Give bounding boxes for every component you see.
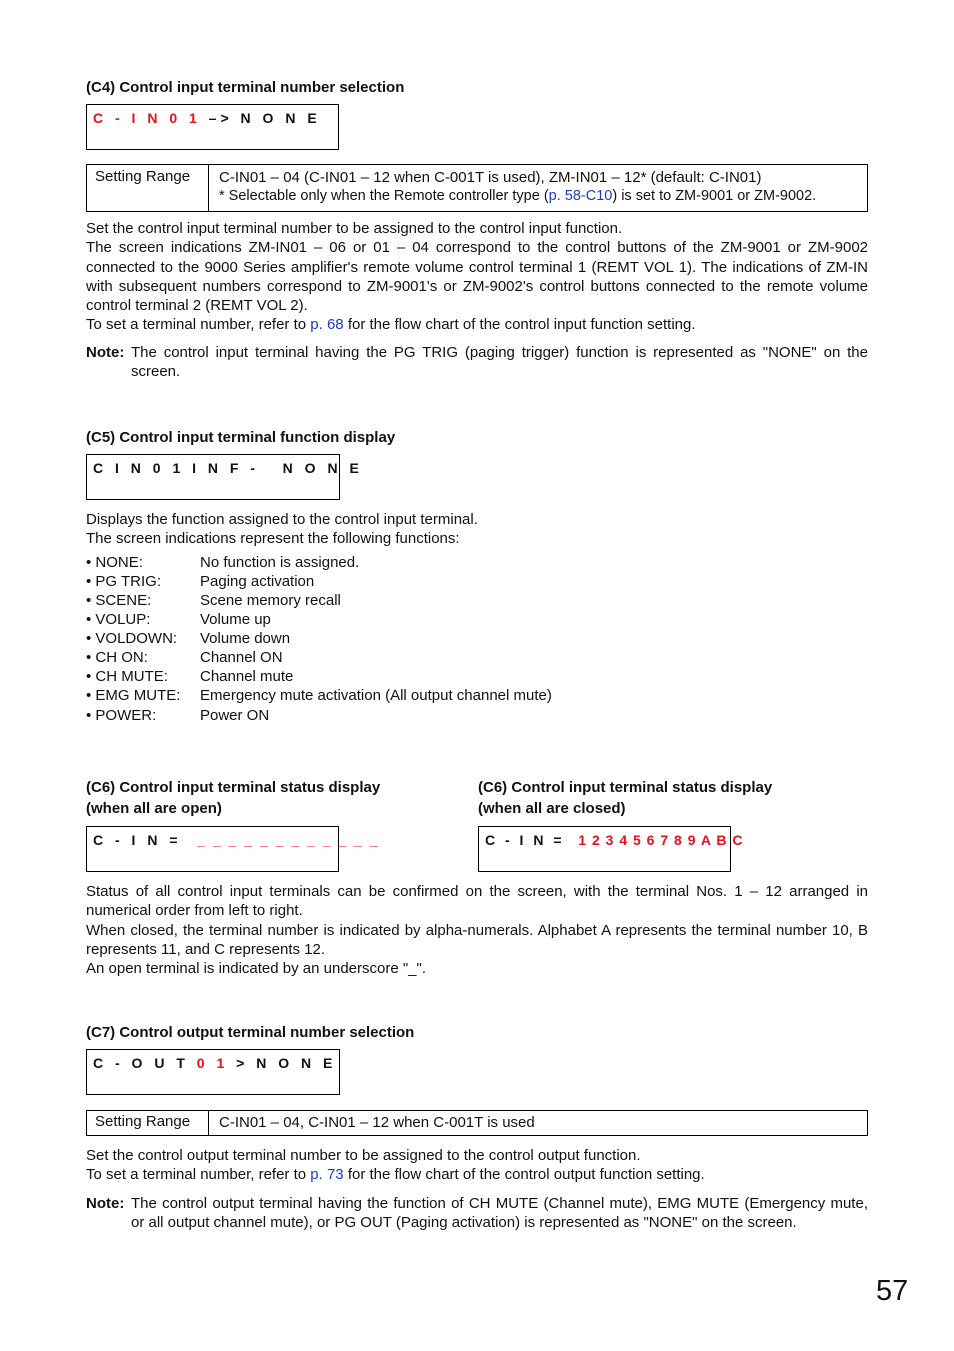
- c4-lcd-value: N O N E: [240, 110, 321, 126]
- c6-para2: When closed, the terminal number is indicated by alpha-numerals. Alphabet A represents the terminal number 10, B represents 11, and C represents 12.: [86, 921, 868, 958]
- c4-flowchart-link[interactable]: p. 68: [310, 316, 344, 334]
- function-desc: No function is assigned.: [200, 554, 360, 571]
- c7-lcd-display: [86, 1049, 340, 1095]
- function-key: • EMG MUTE:: [86, 687, 181, 704]
- function-key: • CH MUTE:: [86, 668, 168, 685]
- c6-closed-lcd-display: [478, 826, 744, 872]
- page-number: 57: [876, 1275, 909, 1307]
- c4-setting-range-table: [86, 164, 868, 212]
- c6-open-lcd-status: _ _ _ _ _ _ _ _ _ _ _ _: [197, 832, 380, 848]
- c4-lcd-terminal: C - I N 0 1: [93, 110, 201, 126]
- c6-para3: An open terminal is indicated by an underscore "_".: [86, 960, 427, 978]
- c7-lcd-value: N O N E: [256, 1055, 337, 1071]
- c4-lcd-text: [93, 110, 321, 126]
- c6-open-lcd-label: C - I N =: [93, 832, 198, 848]
- c4-lcd-display: [86, 104, 339, 150]
- c6-open-heading-line2: (when all are open): [86, 800, 222, 817]
- c4-para3-text: To set a terminal number, refer to: [86, 316, 311, 334]
- c5-heading: (C5) Control input terminal function display: [86, 429, 396, 446]
- function-key: • VOLUP:: [86, 611, 151, 628]
- c6-open-heading-line1: (C6) Control input terminal status display: [86, 779, 381, 796]
- c6-open-lcd-display: [86, 826, 380, 872]
- function-desc: Volume up: [200, 611, 271, 628]
- function-key: • CH ON:: [86, 649, 148, 666]
- c7-note-text: The control output terminal having the function of CH MUTE (Channel mute), EMG MUTE (Emergency mute, or all output channel mute), or PG OUT (Paging activation) is represented as "NONE" on the screen.: [131, 1195, 868, 1232]
- function-desc: Power ON: [200, 707, 270, 724]
- c4-range-line2-text: * Selectable only when the Remote controller type (: [219, 188, 549, 204]
- function-key: • PG TRIG:: [86, 573, 161, 590]
- c6-open-lcd-text: [93, 832, 380, 848]
- c4-note: [86, 343, 868, 382]
- function-key: • NONE:: [86, 554, 143, 571]
- function-desc: Emergency mute activation (All output channel mute): [200, 687, 552, 704]
- c5-lcd-display: [86, 454, 363, 500]
- c5-lcd-text: C I N 0 1 I N F - N O N E: [93, 460, 363, 476]
- c6-closed-lcd-status: 1 2 3 4 5 6 7 8 9 A B C: [578, 832, 744, 848]
- function-key: • VOLDOWN:: [86, 630, 178, 647]
- c7-para2: [86, 1165, 868, 1184]
- c7-note-label: Note:: [86, 1195, 125, 1212]
- c5-para1: Displays the function assigned to the control input terminal.: [86, 511, 478, 528]
- c4-range-line2: [219, 187, 859, 206]
- c6-closed-heading-line2: (when all are closed): [478, 800, 626, 817]
- c7-flowchart-link[interactable]: p. 73: [310, 1166, 344, 1184]
- c6-closed-heading-line1: (C6) Control input terminal status display: [478, 779, 773, 796]
- function-desc: Paging activation: [200, 573, 315, 590]
- function-desc: Scene memory recall: [200, 592, 341, 609]
- c7-para1: Set the control output terminal number to be assigned to the control output function.: [86, 1147, 641, 1164]
- c6-para1: Status of all control input terminals can be confirmed on the screen, with the terminal Nos. 1 – 12 arranged in numerical order from left to right.: [86, 883, 868, 920]
- c4-range-label: Setting Range: [87, 165, 209, 211]
- c4-range-line1: C-IN01 – 04 (C-IN01 – 12 when C-001T is used), ZM-IN01 – 12* (default: C-IN01): [219, 169, 762, 186]
- c4-range-link[interactable]: p. 58-C10: [548, 188, 613, 204]
- c6-closed-lcd-label: C - I N =: [485, 832, 579, 848]
- c7-lcd-text: [93, 1055, 336, 1071]
- c5-body: [86, 510, 868, 549]
- c4-range-line2-end: ) is set to ZM-9001 or ZM-9002.: [612, 188, 817, 204]
- function-key: • POWER:: [86, 707, 157, 724]
- c7-body: [86, 1146, 868, 1185]
- c6-open-heading: [86, 777, 380, 819]
- function-desc: Channel ON: [200, 649, 283, 666]
- function-key: • SCENE:: [86, 592, 152, 609]
- c7-setting-range-table: [86, 1110, 868, 1136]
- c7-lcd-terminal: 0 1: [196, 1055, 229, 1071]
- c6-closed-lcd-text: [485, 832, 743, 848]
- c4-heading: (C4) Control input terminal number selection: [86, 79, 405, 96]
- c5-para2: The screen indications represent the following functions:: [86, 530, 460, 548]
- function-desc: Volume down: [200, 630, 291, 647]
- function-desc: Channel mute: [200, 668, 294, 685]
- c4-note-text: The control input terminal having the PG TRIG (paging trigger) function is represented as "NONE" on the screen.: [131, 344, 868, 381]
- c7-heading: (C7) Control output terminal number selection: [86, 1024, 415, 1041]
- c4-range-value: [219, 168, 859, 206]
- c4-para2: The screen indications ZM-IN01 – 06 or 01 – 04 correspond to the control buttons of the ZM-9001 or ZM-9002 connected to the 9000 Series amplifier's remote volume control terminal 1 (REMT VOL 1). The indications of ZM-IN with subsequent numbers correspond to ZM-9001's or ZM-9002's control buttons connected to the remote volume control terminal 2 (REMT VOL 2).: [86, 239, 868, 315]
- c7-range-value: C-IN01 – 04, C-IN01 – 12 when C-001T is used: [219, 1114, 535, 1131]
- c7-lcd-label: C - O U T: [93, 1055, 197, 1071]
- c4-para3: [86, 315, 868, 334]
- c4-body: [86, 219, 868, 335]
- c4-para3-end: for the flow chart of the control input function setting.: [343, 316, 696, 334]
- c7-lcd-arrow: >: [228, 1055, 257, 1071]
- c7-para2-text: To set a terminal number, refer to: [86, 1166, 311, 1184]
- c4-note-label: Note:: [86, 344, 125, 361]
- c7-range-label: Setting Range: [87, 1111, 209, 1135]
- c4-para1: Set the control input terminal number to be assigned to the control input function.: [86, 220, 623, 237]
- c6-closed-heading: [478, 777, 772, 819]
- c6-body: [86, 882, 868, 978]
- c7-note: [86, 1194, 868, 1233]
- c4-lcd-arrow: –>: [200, 110, 241, 126]
- c7-para2-end: for the flow chart of the control output function setting.: [343, 1166, 705, 1184]
